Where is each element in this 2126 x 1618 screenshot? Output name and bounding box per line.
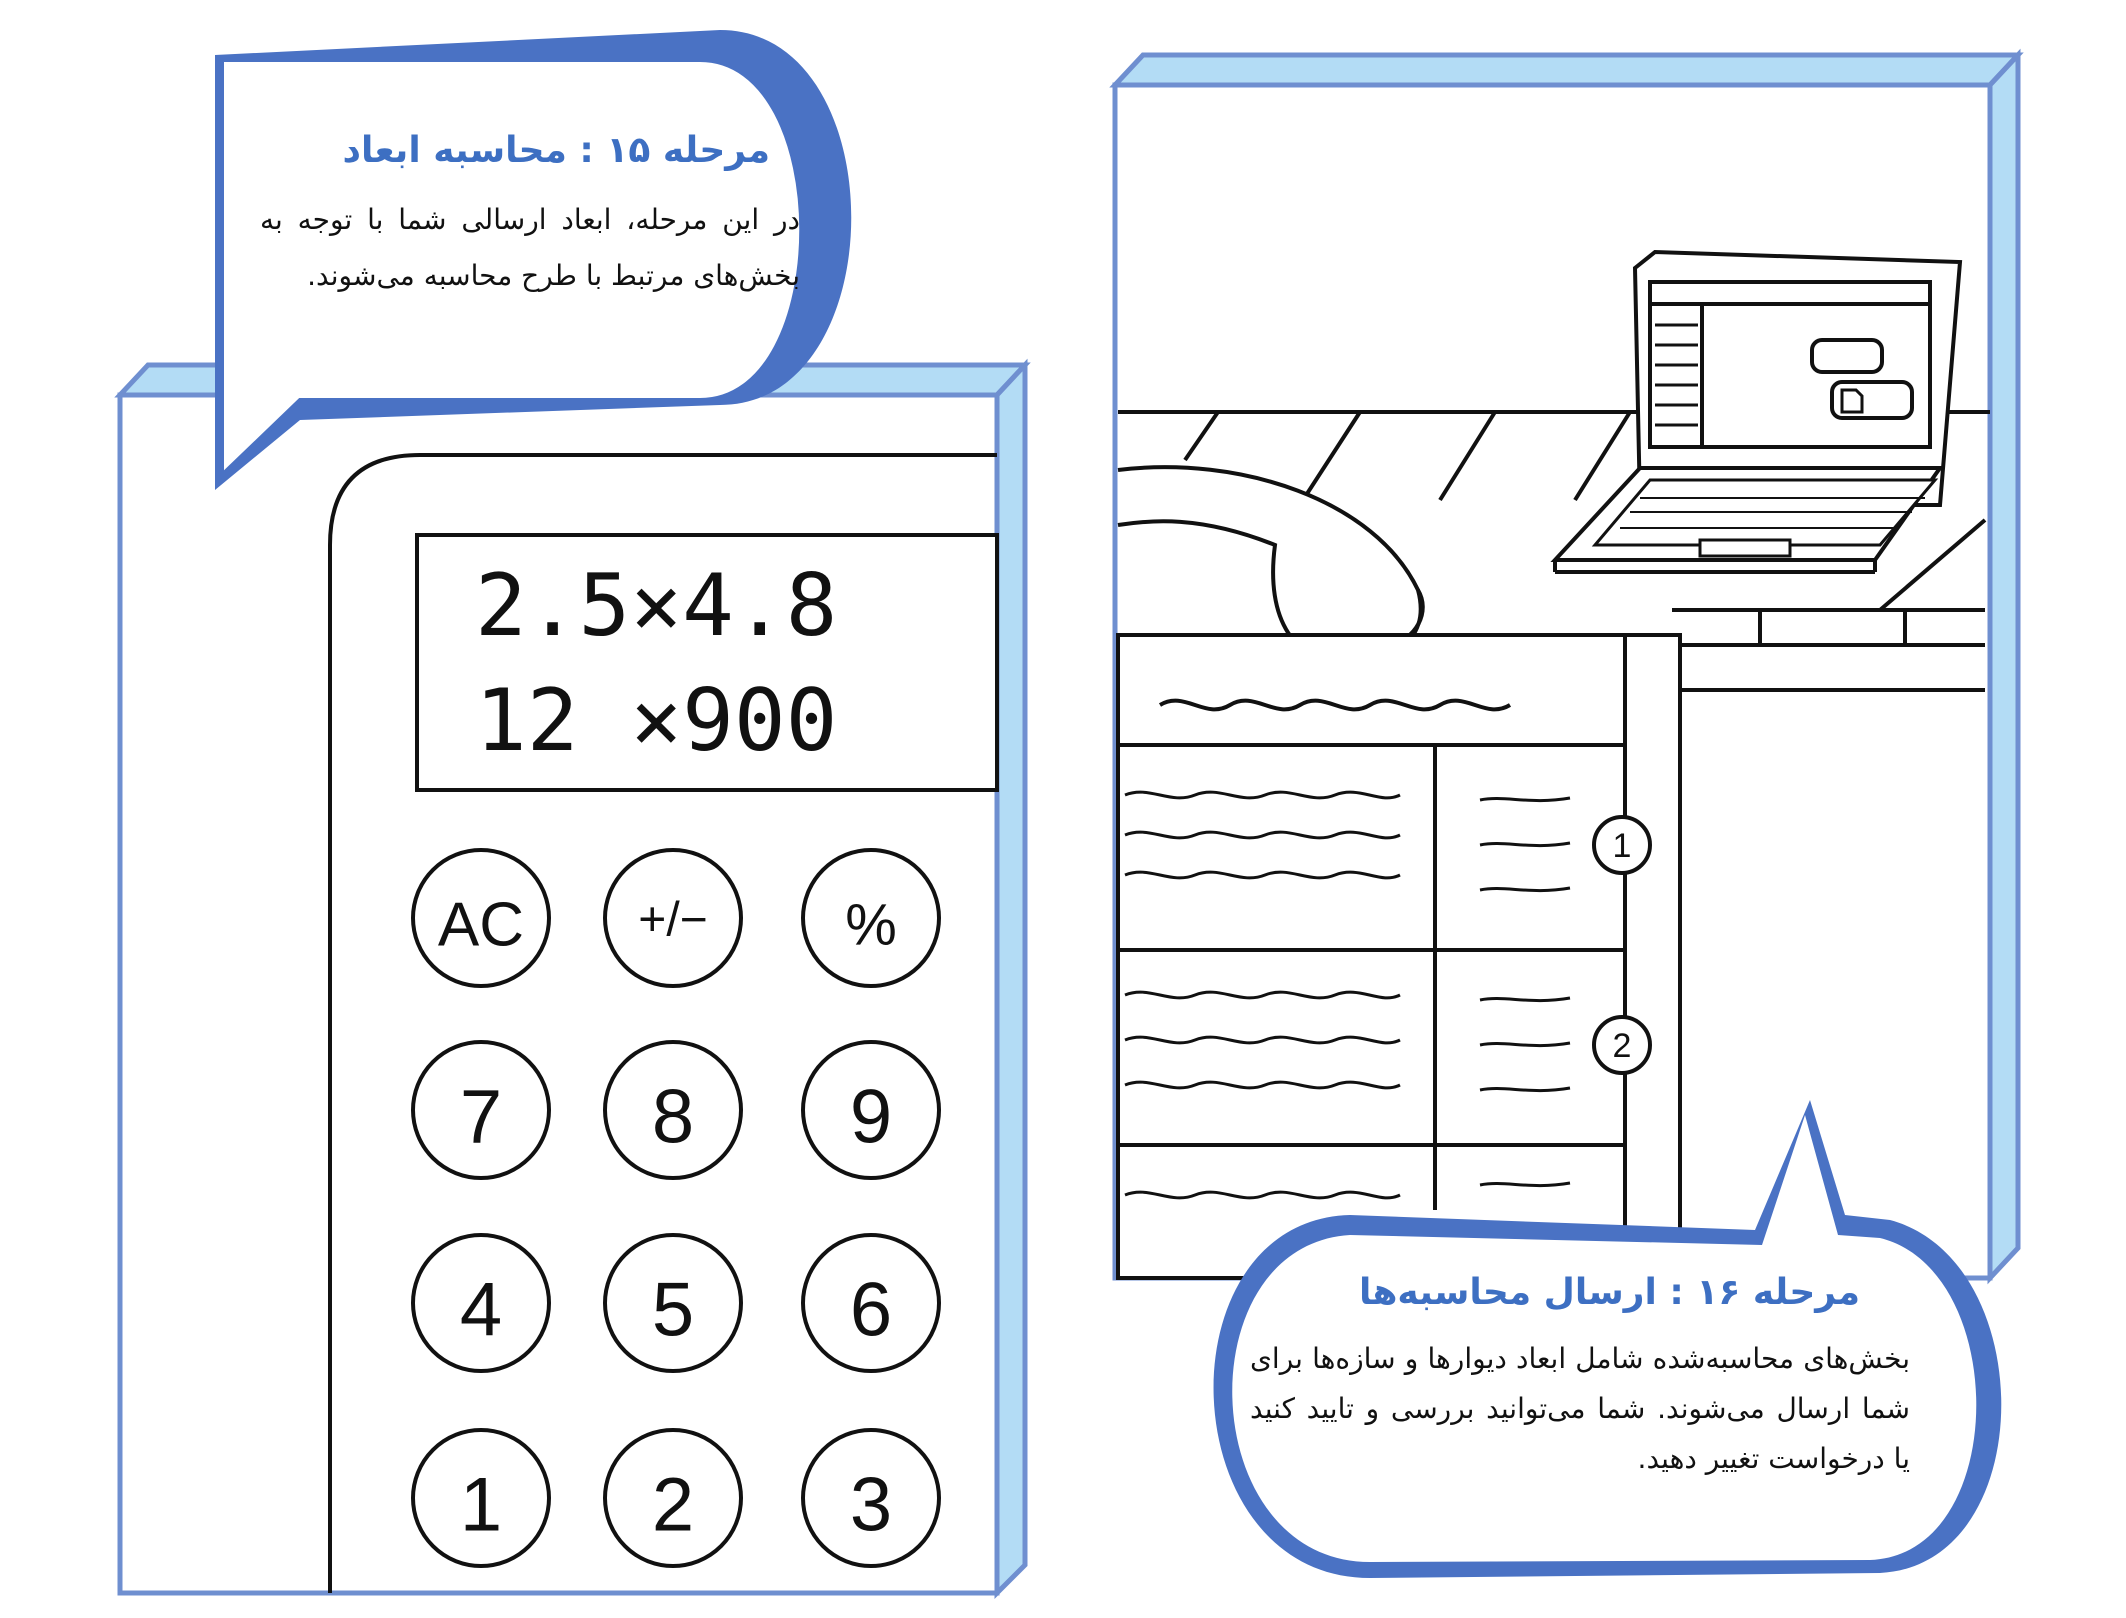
step16-title: مرحله ۱۶ : ارسال محاسبه‌ها xyxy=(1358,1272,1860,1313)
key-8-label: 8 xyxy=(651,1074,695,1160)
key-6-label: 6 xyxy=(849,1267,893,1353)
key-1-label: 1 xyxy=(459,1462,503,1548)
row-marker-1-label: 1 xyxy=(1612,827,1632,865)
key-4-label: 4 xyxy=(459,1267,503,1353)
row-marker-2-label: 2 xyxy=(1612,1027,1632,1065)
step15-body: در این مرحله، ابعاد ارسالی شما با توجه به بخش‌های مرتبط با طرح محاسبه می‌شوند. xyxy=(260,203,800,292)
key-5-label: 5 xyxy=(651,1267,695,1353)
display-line-1: 2.5×4.8 xyxy=(475,556,838,656)
key-3-label: 3 xyxy=(849,1462,893,1548)
key-plus-minus-label: +/− xyxy=(638,893,708,947)
chat-bubble-icon xyxy=(1812,340,1882,372)
panel-top-face xyxy=(1115,55,2018,85)
key-2-label: 2 xyxy=(651,1462,695,1548)
step15-title: مرحله ۱۵ : محاسبه ابعاد xyxy=(342,130,770,171)
document-icon xyxy=(1118,635,1680,1278)
file-icon xyxy=(1842,390,1862,412)
display-line-2: 12 ×900 xyxy=(475,671,838,771)
key-percent-label: % xyxy=(845,892,897,958)
key-9-label: 9 xyxy=(849,1074,893,1160)
desk-panel xyxy=(1115,55,2018,1278)
step16-body: بخش‌های محاسبه‌شده شامل ابعاد دیوارها و سازه‌ها برای شما ارسال می‌شوند. شما می‌توانید بررسی و تایید کنید یا درخواست تغییر دهید. xyxy=(1250,1342,1910,1475)
key-7-label: 7 xyxy=(459,1074,503,1160)
key-ac-label: AC xyxy=(437,890,525,960)
panel-side-face xyxy=(1990,55,2018,1278)
calculator-panel xyxy=(120,365,1025,1593)
panel-side-face xyxy=(997,365,1025,1593)
